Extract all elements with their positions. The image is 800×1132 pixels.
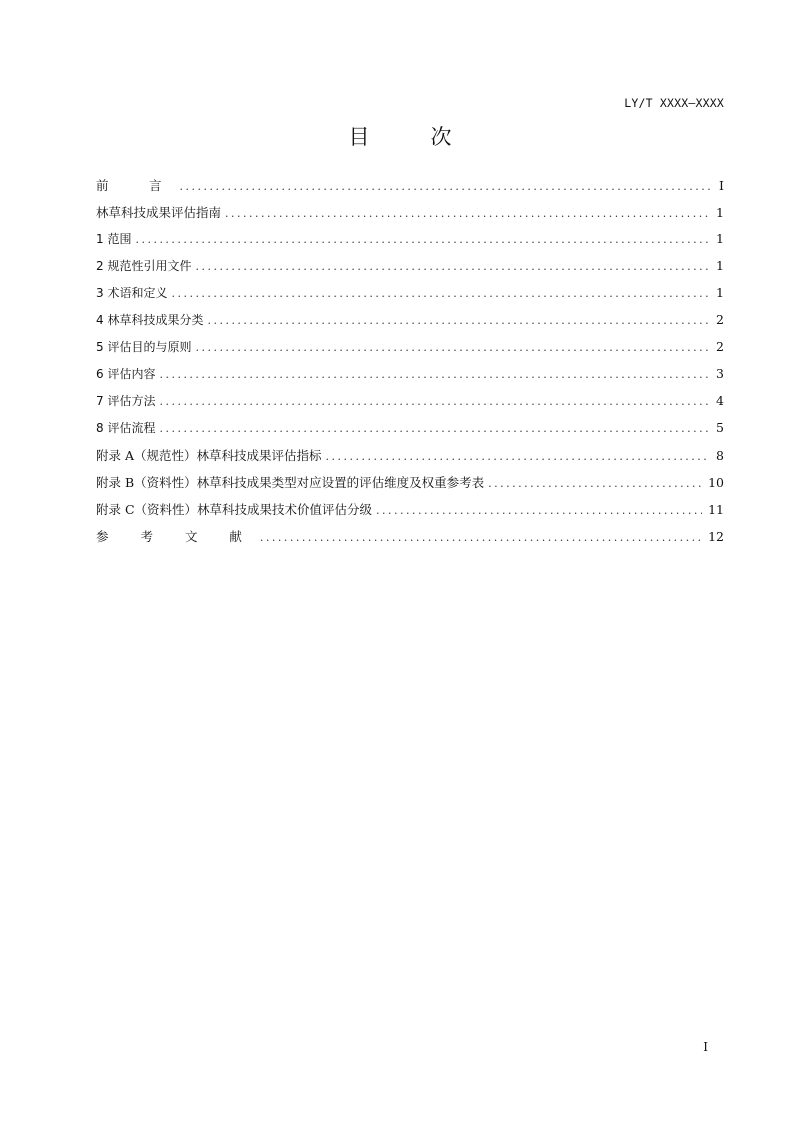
- toc-title: 目 次: [348, 125, 472, 149]
- toc-leader-dots: [488, 477, 702, 490]
- toc-leader-dots: [135, 233, 710, 246]
- toc-entry-label: 2 规范性引用文件: [96, 259, 192, 273]
- toc-leader-dots: [171, 287, 710, 300]
- toc-entry-label: 1 范围: [96, 232, 132, 246]
- toc-entry-terms[interactable]: [96, 284, 724, 311]
- toc-leader-dots: [225, 207, 710, 220]
- toc-entry-methods[interactable]: [96, 392, 724, 419]
- toc-leader-dots: [180, 180, 710, 193]
- toc-entry-label: 3 术语和定义: [96, 286, 168, 300]
- table-of-contents: [96, 176, 724, 554]
- toc-entry-page: 10: [708, 475, 724, 490]
- toc-entry-guide-title[interactable]: [96, 203, 724, 230]
- toc-entry-appendix-b[interactable]: [96, 473, 724, 500]
- toc-entry-page: 8: [716, 448, 724, 463]
- toc-entry-appendix-c[interactable]: [96, 500, 724, 527]
- toc-entry-label: 5 评估目的与原则: [96, 340, 192, 354]
- toc-entry-label: 前 言: [96, 178, 176, 193]
- toc-entry-page: 1: [716, 258, 724, 273]
- toc-leader-dots: [376, 504, 702, 517]
- toc-entry-page: 2: [716, 339, 724, 354]
- toc-entry-process[interactable]: [96, 419, 724, 446]
- toc-leader-dots: [159, 422, 710, 435]
- toc-entry-page: I: [719, 178, 724, 193]
- toc-entry-page: 3: [716, 366, 724, 381]
- toc-entry-label: 8 评估流程: [96, 421, 156, 435]
- toc-leader-dots: [260, 531, 702, 544]
- toc-entry-scope[interactable]: [96, 230, 724, 257]
- toc-entry-preface[interactable]: [96, 176, 724, 203]
- toc-entry-label: 4 林草科技成果分类: [96, 313, 204, 327]
- toc-leader-dots: [159, 395, 710, 408]
- toc-entry-classification[interactable]: [96, 311, 724, 338]
- toc-leader-dots: [195, 260, 710, 273]
- toc-leader-dots: [207, 314, 710, 327]
- toc-entry-page: 1: [716, 285, 724, 300]
- toc-entry-page: 1: [716, 205, 724, 220]
- toc-entry-label: 附录 B（资料性）林草科技成果类型对应设置的评估维度及权重参考表: [96, 475, 485, 490]
- toc-entry-page: 12: [708, 529, 724, 544]
- toc-leader-dots: [326, 450, 710, 463]
- toc-entry-label: 附录 A（规范性）林草科技成果评估指标: [96, 448, 322, 463]
- toc-entry-page: 2: [716, 312, 724, 327]
- toc-entry-label: 6 评估内容: [96, 367, 156, 381]
- toc-entry-normative-references[interactable]: [96, 257, 724, 284]
- toc-entry-page: 4: [716, 393, 724, 408]
- toc-entry-content[interactable]: [96, 365, 724, 392]
- page-number: I: [703, 1040, 708, 1054]
- toc-entry-label: 7 评估方法: [96, 394, 156, 408]
- toc-entry-references[interactable]: [96, 527, 724, 554]
- toc-entry-page: 1: [716, 231, 724, 246]
- toc-entry-page: 11: [708, 502, 724, 517]
- toc-leader-dots: [195, 341, 710, 354]
- standard-code: LY/T XXXX—XXXX: [624, 96, 724, 110]
- toc-entry-label: 参 考 文 献: [96, 529, 256, 544]
- toc-entry-page: 5: [716, 420, 724, 435]
- toc-entry-label: 林草科技成果评估指南: [96, 205, 222, 220]
- toc-leader-dots: [159, 368, 710, 381]
- toc-entry-appendix-a[interactable]: [96, 446, 724, 473]
- toc-entry-label: 附录 C（资料性）林草科技成果技术价值评估分级: [96, 502, 373, 517]
- toc-entry-purpose-principles[interactable]: [96, 338, 724, 365]
